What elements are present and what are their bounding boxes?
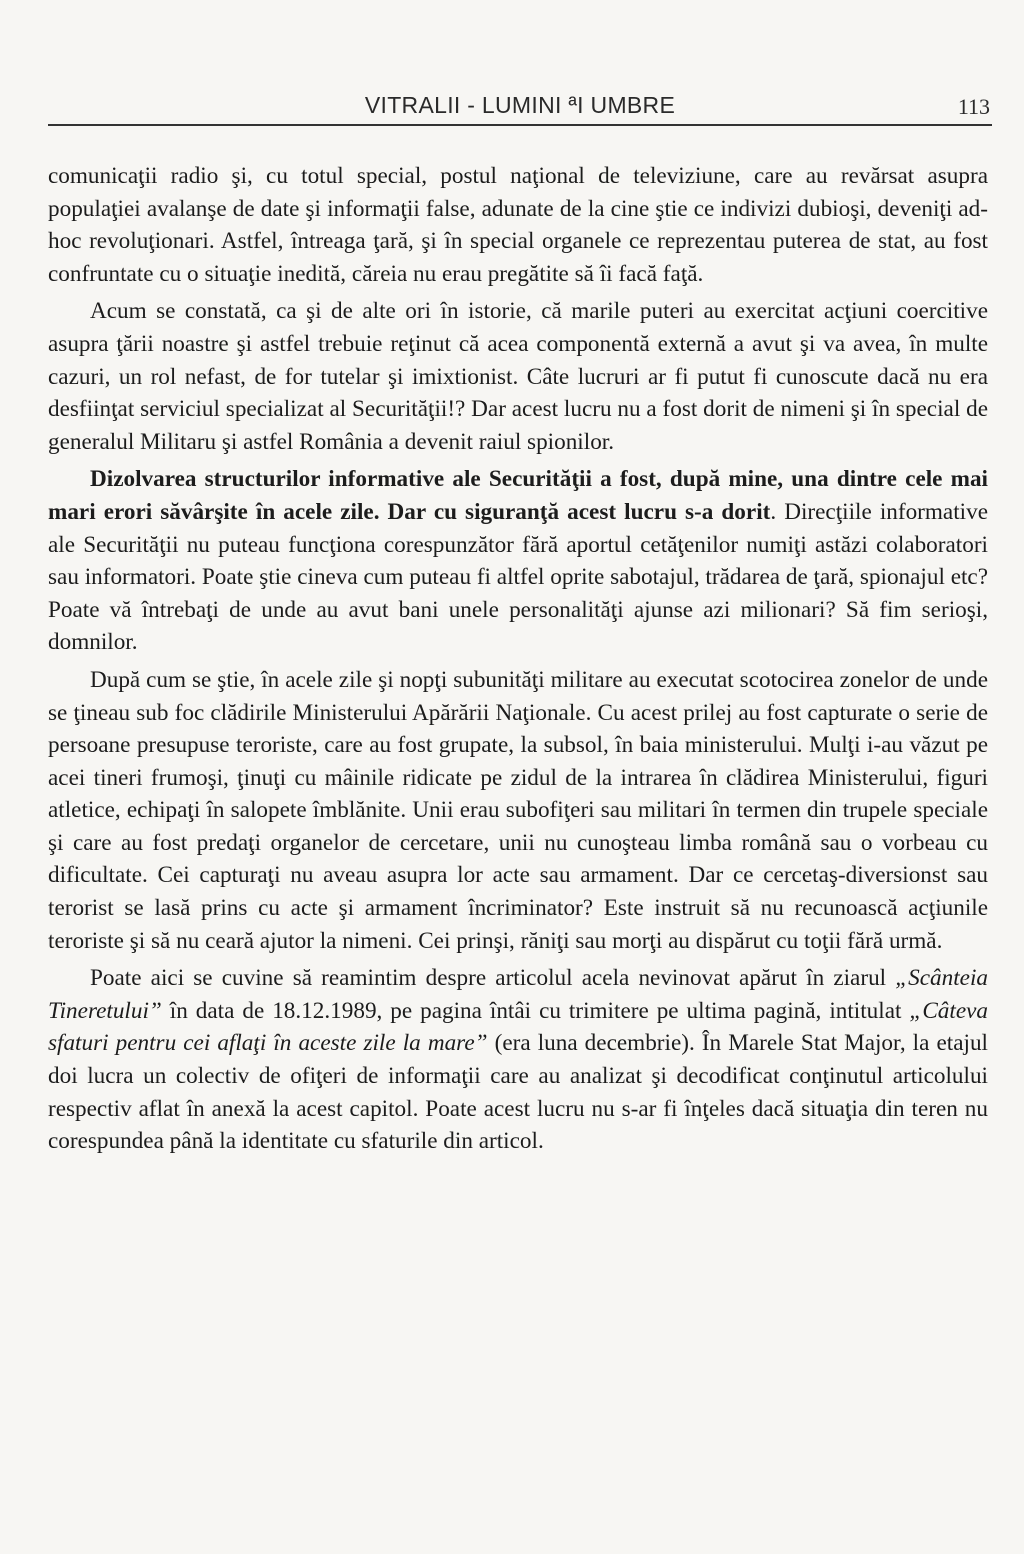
paragraph-3-text: . Direcţiile informative ale Securităţii nu puteau funcţiona corespunzător fără aportul cetăţenilor numiţi astăzi colaboratori sau informatori. Poate ştie cineva cum puteau fi altfel oprite sabotajul, trădarea de ţară, spionajul etc? Poate vă întrebaţi de unde au avut bani unele personalităţi ajunse azi milionari? Să fim serioşi, domnilor. — [48, 498, 989, 656]
paragraph-2: Acum se constată, ca şi de alte ori în istorie, că marile puteri au exercitat acţiuni coercitive asupra ţării noastre şi astfel trebuie reţinut că acea componentă externă a avut şi va avea, în multe cazuri, un rol nefast, de for tutelar şi imixtionist. Câte lucruri ar fi putut fi cunoscute dacă nu era desfiinţat serviciul specializat al Securităţii!? Dar acest lucru nu a fost dorit de nimeni şi în special de generalul Militaru şi astfel România a devenit raiul spionilor. — [48, 298, 988, 455]
page-header — [48, 92, 992, 126]
page-number: 113 — [957, 94, 990, 119]
body-text — [48, 160, 988, 1158]
paragraph-1: comunicaţii radio şi, cu totul special, postul naţional de televiziune, care au revărsat asupra populaţiei avalanşe de date şi informaţii false, adunate de la cine ştie ce indivizi dubioşi, deveniţi ad-hoc revoluţionari. Astfel, întreaga ţară, şi în special organele ce reprezentau puterea de stat, au fost confruntate cu o situaţie inedită, căreia nu erau pregătite să îi facă faţă. — [48, 163, 988, 287]
article-title: „Câteva sfaturi pentru cei aflaţi în aceste zile la mare” — [48, 997, 988, 1057]
paragraph-3 — [48, 463, 988, 659]
paragraph-5-part-3: (era luna decembrie). În Marele Stat Major, la etajul doi lucra un colectiv de ofiţeri de informaţii care au analizat şi decodificat conţinutul articolului respectiv aflat în anexă la acest capitol. Poate acest lucru nu s-ar fi înţeles dacă situaţia din teren nu corespundea până la identitate cu sfaturile din articol. — [48, 1030, 988, 1155]
bold-statement: Dizolvarea structurilor informative ale Securităţii a fost, după mine, una dintre cele mai mari erori săvârşite în acele zile. Dar cu siguranţă acest lucru s-a dorit — [48, 466, 988, 525]
paragraph-5-part-2: în data de 18.12.1989, pe pagina întâi cu trimitere pe ultima pagină, intitulat — [161, 997, 910, 1024]
paragraph-5-part-1: Poate aici se cuvine să reamintim despre articolul acela nevinovat apărut în ziarul — [90, 965, 896, 992]
paragraph-4: După cum se ştie, în acele zile şi nopţi subunităţi militare au executat scotocirea zonelor de unde se ţineau sub foc clădirile Ministerului Apărării Naţionale. Cu acest prilej au fost capturate o serie de persoane presupuse teroriste, care au fost grupate, la subsol, în baia ministerului. Mulţi i-au văzut pe acei tineri frumoşi, ţinuţi cu mâinile ridicate pe zidul de la intrarea în clădirea Ministerului, figuri atletice, echipaţi în salopete îmblănite. Unii erau subofiţeri sau militari în termen din trupele speciale şi care au fost predaţi organelor de cercetare, unii nu cunoşteau limba română sau o vorbeau cu dificultate. Cei capturaţi nu aveau asupra lor acte sau armament. Dar ce cercetaş-diversionst sau terorist se lasă prins cu acte şi armament încriminator? Este instruit să nu recunoască acţiunile teroriste şi să nu ceară ajutor la nimeni. Cei prinşi, răniţi sau morţi au dispărut cu toţii fără urmă. — [48, 666, 988, 954]
paragraph-5 — [48, 962, 988, 1158]
newspaper-title: „Scânteia Tineretului” — [48, 965, 988, 1024]
running-title: VITRALII - LUMINI ªI UMBRE — [364, 92, 676, 118]
